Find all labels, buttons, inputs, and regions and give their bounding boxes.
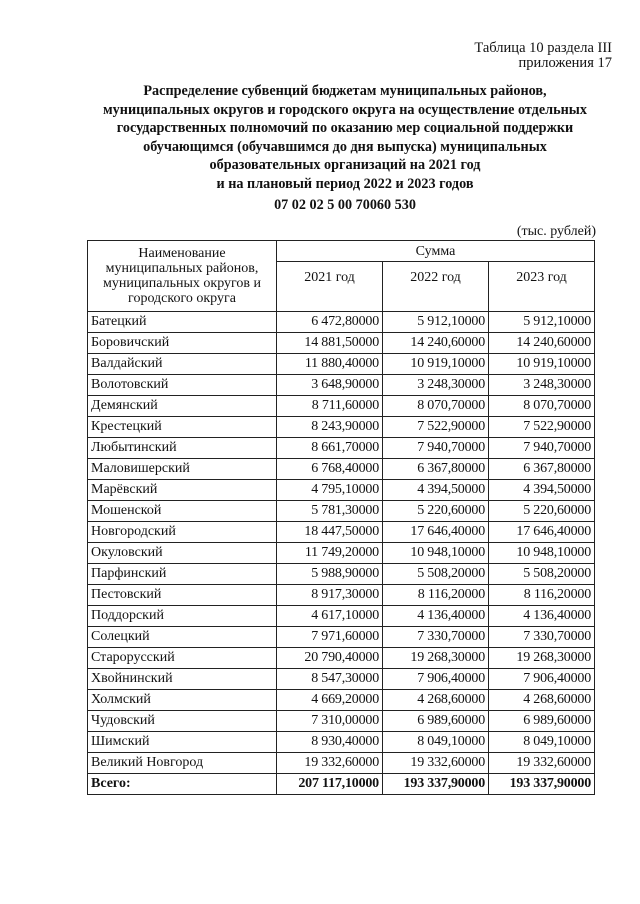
amount-2021: 8 243,90000 — [277, 417, 383, 438]
table-row — [88, 333, 595, 354]
district-name: Марёвский — [88, 480, 277, 501]
amount-2022: 19 268,30000 — [383, 648, 489, 669]
title-line: обучающимся (обучавшимся до дня выпуска) муниципальных — [143, 138, 547, 155]
district-name: Чудовский — [88, 711, 277, 732]
total-2023: 193 337,90000 — [489, 774, 595, 795]
table-row — [88, 648, 595, 669]
total-row — [88, 774, 595, 795]
subsidy-table — [87, 240, 595, 795]
amount-2023: 17 646,40000 — [489, 522, 595, 543]
amount-2023: 8 116,20000 — [489, 585, 595, 606]
amount-2023: 4 394,50000 — [489, 480, 595, 501]
amount-2022: 10 948,10000 — [383, 543, 489, 564]
budget-code: 07 02 02 5 00 70060 530 — [274, 196, 416, 213]
amount-2021: 6 472,80000 — [277, 312, 383, 333]
table-body — [88, 312, 595, 795]
amount-2022: 7 330,70000 — [383, 627, 489, 648]
amount-2021: 20 790,40000 — [277, 648, 383, 669]
amount-2022: 17 646,40000 — [383, 522, 489, 543]
table-row — [88, 753, 595, 774]
table-row — [88, 480, 595, 501]
title-line: муниципальных округов и городского округа на осуществление отдельных — [103, 101, 587, 118]
table-row — [88, 543, 595, 564]
amount-2021: 5 988,90000 — [277, 564, 383, 585]
district-name: Валдайский — [88, 354, 277, 375]
amount-2022: 8 116,20000 — [383, 585, 489, 606]
amount-2023: 5 912,10000 — [489, 312, 595, 333]
amount-2023: 10 948,10000 — [489, 543, 595, 564]
district-name: Солецкий — [88, 627, 277, 648]
amount-2021: 8 711,60000 — [277, 396, 383, 417]
district-name: Старорусский — [88, 648, 277, 669]
amount-2023: 8 070,70000 — [489, 396, 595, 417]
district-name: Маловишерский — [88, 459, 277, 480]
amount-2022: 7 522,90000 — [383, 417, 489, 438]
district-name: Крестецкий — [88, 417, 277, 438]
amount-2021: 14 881,50000 — [277, 333, 383, 354]
amount-2023: 7 522,90000 — [489, 417, 595, 438]
amount-2021: 4 617,10000 — [277, 606, 383, 627]
header-year-2022: 2022 год — [383, 262, 489, 312]
district-name: Окуловский — [88, 543, 277, 564]
district-name: Пестовский — [88, 585, 277, 606]
amount-2023: 6 989,60000 — [489, 711, 595, 732]
table-row — [88, 564, 595, 585]
amount-2021: 19 332,60000 — [277, 753, 383, 774]
title-line: и на плановый период 2022 и 2023 годов — [216, 175, 474, 192]
district-name: Хвойнинский — [88, 669, 277, 690]
table-row — [88, 732, 595, 753]
document-title — [80, 82, 610, 214]
table-row — [88, 375, 595, 396]
amount-2023: 5 220,60000 — [489, 501, 595, 522]
amount-2023: 14 240,60000 — [489, 333, 595, 354]
table-row — [88, 690, 595, 711]
amount-2023: 6 367,80000 — [489, 459, 595, 480]
amount-2021: 4 795,10000 — [277, 480, 383, 501]
header-name-column: Наименование муниципальных районов, муниципальных округов и городского округа — [88, 241, 277, 312]
header-year-2023: 2023 год — [489, 262, 595, 312]
amount-2021: 4 669,20000 — [277, 690, 383, 711]
table-row — [88, 312, 595, 333]
amount-2021: 8 547,30000 — [277, 669, 383, 690]
district-name: Демянский — [88, 396, 277, 417]
header-year-2021: 2021 год — [277, 262, 383, 312]
units-label: (тыс. рублей) — [516, 224, 596, 239]
amount-2021: 11 880,40000 — [277, 354, 383, 375]
district-name: Волотовский — [88, 375, 277, 396]
amount-2022: 8 070,70000 — [383, 396, 489, 417]
amount-2021: 3 648,90000 — [277, 375, 383, 396]
amount-2021: 18 447,50000 — [277, 522, 383, 543]
amount-2022: 7 940,70000 — [383, 438, 489, 459]
header-sum: Сумма — [277, 241, 595, 262]
table-row — [88, 354, 595, 375]
amount-2022: 4 136,40000 — [383, 606, 489, 627]
district-name: Шимский — [88, 732, 277, 753]
amount-2022: 6 367,80000 — [383, 459, 489, 480]
total-2022: 193 337,90000 — [383, 774, 489, 795]
title-line: образовательных организаций на 2021 год — [209, 157, 481, 174]
amount-2023: 7 330,70000 — [489, 627, 595, 648]
title-line: государственных полномочий по оказанию мер социальной поддержки — [116, 120, 574, 137]
table-row — [88, 501, 595, 522]
district-name: Поддорский — [88, 606, 277, 627]
district-name: Любытинский — [88, 438, 277, 459]
amount-2022: 14 240,60000 — [383, 333, 489, 354]
table-row — [88, 417, 595, 438]
amount-2021: 6 768,40000 — [277, 459, 383, 480]
amount-2022: 7 906,40000 — [383, 669, 489, 690]
amount-2021: 7 971,60000 — [277, 627, 383, 648]
amount-2022: 19 332,60000 — [383, 753, 489, 774]
amount-2022: 5 912,10000 — [383, 312, 489, 333]
district-name: Боровичский — [88, 333, 277, 354]
table-row — [88, 396, 595, 417]
reference-line-1: Таблица 10 раздела III — [474, 40, 612, 56]
amount-2021: 8 661,70000 — [277, 438, 383, 459]
amount-2021: 8 917,30000 — [277, 585, 383, 606]
amount-2023: 19 332,60000 — [489, 753, 595, 774]
total-label: Всего: — [88, 774, 277, 795]
table-row — [88, 669, 595, 690]
amount-2022: 5 220,60000 — [383, 501, 489, 522]
amount-2021: 8 930,40000 — [277, 732, 383, 753]
amount-2022: 4 268,60000 — [383, 690, 489, 711]
amount-2021: 7 310,00000 — [277, 711, 383, 732]
reference-line-2: приложения 17 — [518, 55, 612, 71]
amount-2022: 10 919,10000 — [383, 354, 489, 375]
table-reference — [474, 41, 612, 71]
amount-2022: 6 989,60000 — [383, 711, 489, 732]
table-row — [88, 438, 595, 459]
amount-2023: 3 248,30000 — [489, 375, 595, 396]
amount-2022: 8 049,10000 — [383, 732, 489, 753]
table-row — [88, 606, 595, 627]
table-row — [88, 627, 595, 648]
table-row — [88, 522, 595, 543]
amount-2023: 4 268,60000 — [489, 690, 595, 711]
amount-2023: 5 508,20000 — [489, 564, 595, 585]
amount-2021: 11 749,20000 — [277, 543, 383, 564]
title-line: Распределение субвенций бюджетам муниципальных районов, — [143, 83, 547, 99]
table-row — [88, 585, 595, 606]
district-name: Холмский — [88, 690, 277, 711]
total-2021: 207 117,10000 — [277, 774, 383, 795]
amount-2023: 7 906,40000 — [489, 669, 595, 690]
district-name: Мошенской — [88, 501, 277, 522]
amount-2023: 8 049,10000 — [489, 732, 595, 753]
amount-2022: 5 508,20000 — [383, 564, 489, 585]
amount-2022: 3 248,30000 — [383, 375, 489, 396]
amount-2023: 19 268,30000 — [489, 648, 595, 669]
district-name: Парфинский — [88, 564, 277, 585]
amount-2021: 5 781,30000 — [277, 501, 383, 522]
table-row — [88, 459, 595, 480]
amount-2023: 10 919,10000 — [489, 354, 595, 375]
district-name: Батецкий — [88, 312, 277, 333]
table-row — [88, 711, 595, 732]
district-name: Великий Новгород — [88, 753, 277, 774]
district-name: Новгородский — [88, 522, 277, 543]
amount-2022: 4 394,50000 — [383, 480, 489, 501]
amount-2023: 7 940,70000 — [489, 438, 595, 459]
amount-2023: 4 136,40000 — [489, 606, 595, 627]
